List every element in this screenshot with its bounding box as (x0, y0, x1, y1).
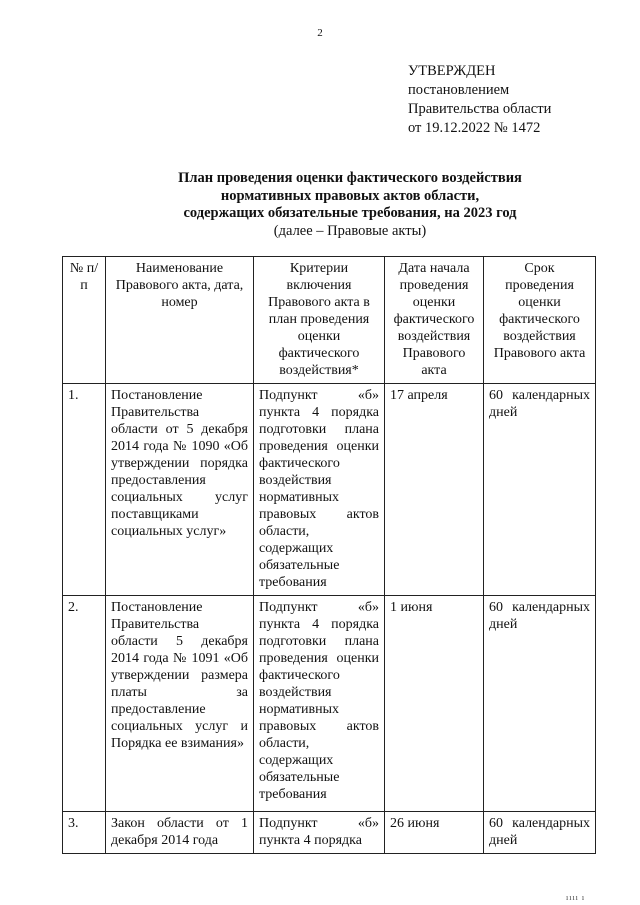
table-row (63, 596, 596, 812)
row-term: 60 календарных дней (484, 596, 596, 812)
plan-table (62, 256, 596, 854)
row-start-date: 17 апреля (385, 384, 484, 596)
approval-line: постановлением (408, 82, 510, 98)
row-criteria: Подпункт «б» пункта 4 порядка (254, 812, 385, 854)
table-header-row (63, 257, 596, 384)
title-line: нормативных правовых актов области, (220, 187, 480, 204)
approval-line: Правительства области (408, 101, 552, 117)
table-row (63, 812, 596, 854)
header-criteria: Критерии включения Правового акта в план проведения оценки фактического воздействия* (254, 257, 385, 384)
approval-date: от 19.12.2022 № 1472 (408, 120, 541, 136)
table-row (63, 384, 596, 596)
title-line: План проведения оценки фактического воздействия (178, 170, 522, 186)
document-title (100, 170, 600, 240)
row-term: 60 календарных дней (484, 812, 596, 854)
row-act-name: Постановление Правительства области от 5 декабря 2014 года № 1090 «Об утверждении порядка предоставления социальных услуг поставщиками социальных услуг» (106, 384, 254, 596)
title-note: (далее – Правовые акты) (273, 222, 427, 239)
row-term: 60 календарных дней (484, 384, 596, 596)
header-term: Срок проведения оценки фактического воздействия Правового акта (484, 257, 596, 384)
row-start-date: 26 июня (385, 812, 484, 854)
approval-title: УТВЕРЖДЕН (408, 63, 496, 79)
header-act-name: Наименование Правового акта, дата, номер (106, 257, 254, 384)
row-number: 1. (63, 384, 106, 596)
title-line: содержащих обязательные требования, на 2023 год (183, 205, 517, 221)
row-start-date: 1 июня (385, 596, 484, 812)
header-start-date: Дата начала проведения оценки фактического воздействия Правового акта (385, 257, 484, 384)
row-criteria: Подпункт «б» пункта 4 порядка подготовки плана проведения оценки фактического воздействия нормативных правовых актов области, содержащих обязательные требования (254, 596, 385, 812)
header-number: № п/п (63, 257, 106, 384)
page-number: 2 (317, 27, 323, 39)
row-criteria: Подпункт «б» пункта 4 порядка подготовки плана проведения оценки фактического воздействия нормативных правовых актов области, содержащих обязательные требования (254, 384, 385, 596)
row-act-name: Закон области от 1 декабря 2014 года (106, 812, 254, 854)
row-number: 2. (63, 596, 106, 812)
row-number: 3. (63, 812, 106, 854)
scan-marks: ıııı ı (566, 893, 586, 902)
approval-block (408, 62, 551, 138)
row-act-name: Постановление Правительства области 5 декабря 2014 года № 1091 «Об утверждении размера платы за предоставление социальных услуг и Порядка ее взимания» (106, 596, 254, 812)
